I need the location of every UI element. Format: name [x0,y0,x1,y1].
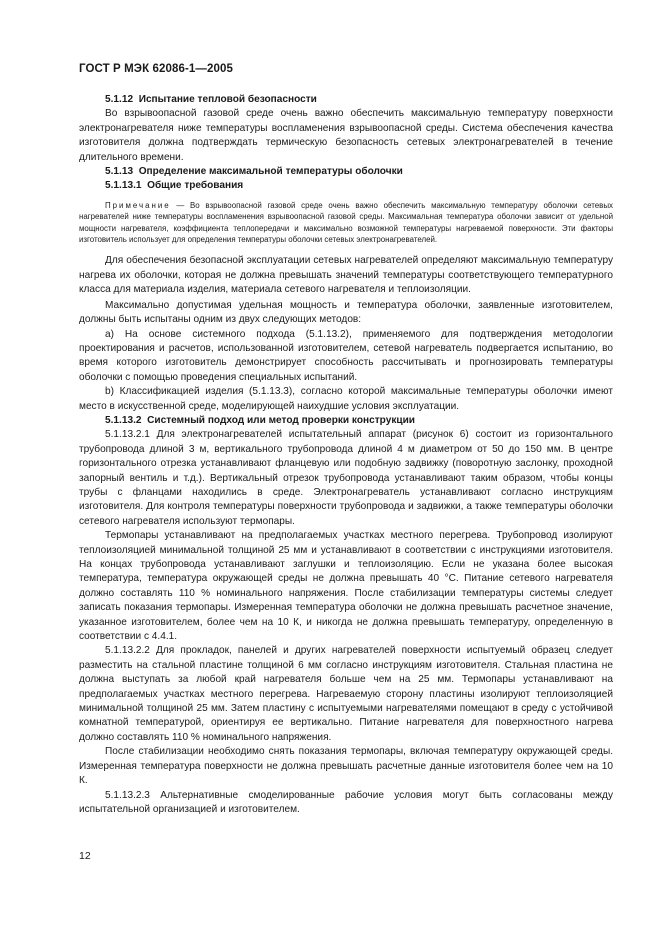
paragraph: Для обеспечения безопасной эксплуатации сетевых нагревателей определяют максимальную температуру нагрева их оболочки, которая не должна превышать значений температуры соответствующего температурного класса для материала изделия, материала сетевого нагревателя и теплоизоляции. [79,255,613,296]
section-heading-5-1-13-2 [79,414,613,428]
paragraph: 5.1.13.2.2 Для прокладок, панелей и других нагревателей поверхности испытуемый образец следует разместить на стальной пластине толщиной 6 мм согласно инструкциям изготовителя. Стальная пластина не должна выступать за любой край нагревателя больше чем на 25 мм. Термопары устанавливают на предполагаемых участках местного перегрева. Нагреваемую сторону пластины изолируют теплоизоляцией минимальной толщиной 25 мм. Затем пластину с испытуемыми нагревателями помещают в среду с устойчивой комнатной температурой, ориентируя ее вертикально. Питание нагревателя для поверхностного нагрева должно составлять 110 % номинального напряжения. [79,645,613,743]
section-title: Испытание тепловой безопасности [138,94,317,105]
paragraph: Термопары устанавливают на предполагаемых участках местного перегрева. Трубопровод изолируют теплоизоляцией минимальной толщиной 25 мм и устанавливают в соответствии с инструкциями изготовителя. На концах трубопровода устанавливают заглушки и теплоизоляцию. Если не указана более высокая температура, температура окружающей среды не должна превышать 40 °С. Питание сетевого нагревателя должно составлять 110 % номинального напряжения. После стабилизации температуры системы следует записать показания термопары. Измеренная температура оболочки не должна превышать расчетное значение, указанное изготовителем, более чем на 10 К, и никогда не должна превышать температуру, определенную в соответствии с 4.4.1. [79,530,613,643]
note-label: Примечание [105,200,171,210]
section-number: 5.1.13.2 [105,414,142,426]
paragraph: После стабилизации необходимо снять показания термопары, включая температуру окружающей среды. Измеренная температура поверхности не должна превышать расчетные данные изготовителя более чем на 10 К. [79,746,613,787]
list-item-b: b) Классификацией изделия (5.1.13.3), согласно которой максимальные температуры оболочки имеют место в искусственной среде, моделирующей наихудшие условия эксплуатации. [79,386,613,412]
standard-header: ГОСТ Р МЭК 62086-1—2005 [79,63,233,75]
paragraph: 5.1.13.2.3 Альтернативные смоделированные рабочие условия могут быть согласованы между испытательной организацией и изготовителем. [79,789,613,815]
list-item-a: а) На основе системного подхода (5.1.13.2), применяемого для подтверждения методологии проектирования и расчетов, использованной изготовителем, сетевой нагреватель подвергается испытанию, во время которого изготовитель демонстрирует способность рассчитывать и прогнозировать температуры оболочки с помощью проведения специальных испытаний. [79,328,613,383]
section-title: Общие требования [147,180,244,192]
section-number: 5.1.13.1 [105,180,142,192]
section-number: 5.1.13 [105,166,134,178]
note [79,200,613,246]
note-text: — Во взрывоопасной газовой среде очень важно обеспечить максимальную температуру оболочки сетевых нагревателей ниже температуры воспламенения взрывоопасной газовой среды. Максимальная температура оболочки зависит от удельной мощности нагревателя, коэффициента теплопередачи и максимально возможной температуры нагреваемой поверхности. Эти факторы изготовитель использует для определения температуры оболочки сетевых электронагревателей. [79,200,613,245]
section-heading-5-1-13 [79,165,613,179]
section-number: 5.1.12 [105,94,134,105]
document-body [79,93,613,817]
section-title: Определение максимальной температуры оболочки [138,166,403,178]
paragraph: Во взрывоопасной газовой среде очень важно обеспечить максимальную температуру поверхности электронагревателя ниже температуры воспламенения взрывоопасной среды. Система обеспечения качества изготовителя должна подтверждать термическую безопасность сетевых электронагревателей в течение длительного времени. [79,108,613,163]
section-heading-5-1-12 [79,93,613,107]
page-number: 12 [79,850,91,862]
section-heading-5-1-13-1 [79,179,613,193]
section-title: Системный подход или метод проверки конструкции [147,414,415,426]
paragraph: Максимально допустимая удельная мощность и температура оболочки, заявленные изготовителем, должны быть испытаны одним из двух следующих методов: [79,299,613,326]
paragraph: 5.1.13.2.1 Для электронагревателей испытательный аппарат (рисунок 6) состоит из горизонтального трубопровода длиной 3 м, вертикального трубопровода длиной 4 м диаметром от 50 до 150 мм. В центре горизонтального отрезка устанавливают фланцевую или подобную задвижку (поворотную заслонку, проходной запорный вентиль и т.д.). Вертикальный отрезок трубопровода устанавливают таким образом, чтобы концы трубы с фланцами находились в среде. Электронагреватель устанавливают согласно инструкциям изготовителя. Для контроля температуры поверхности трубопровода и задвижки, а также температуры оболочки сетевого нагревателя используют термопары. [79,429,613,527]
